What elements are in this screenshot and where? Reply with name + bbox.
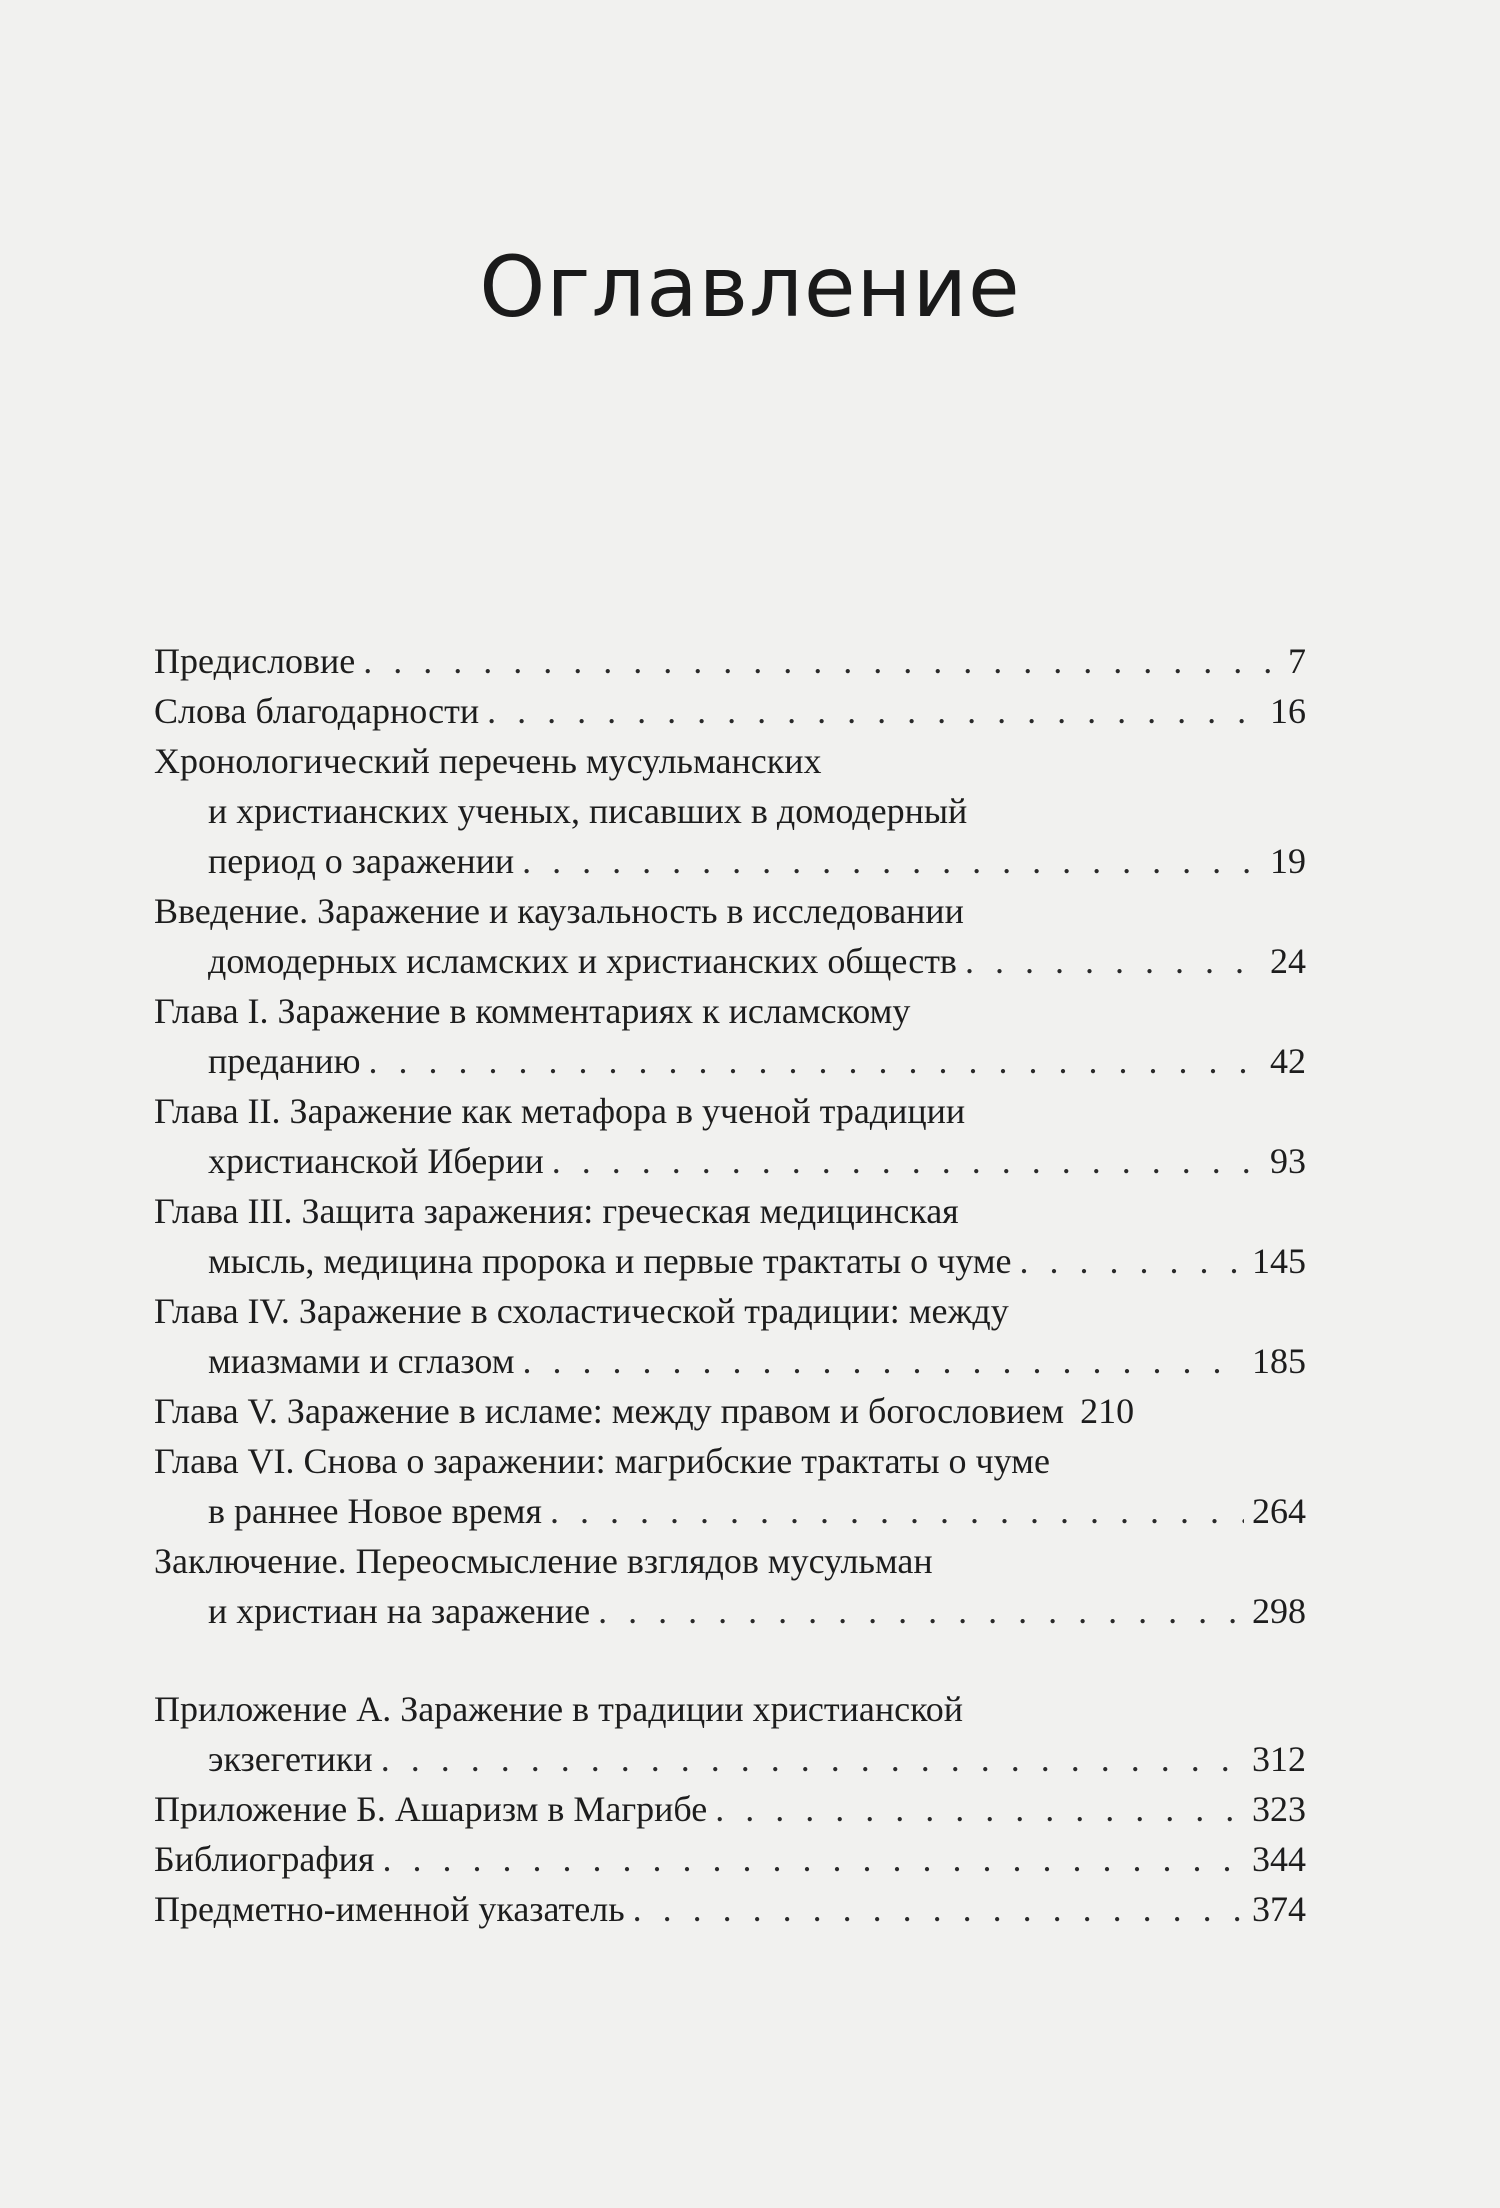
toc-entry [154,636,1306,686]
toc-page-number: 298 [1252,1591,1306,1631]
toc-entry-line [154,1586,1306,1636]
toc-entry-line [154,1336,1306,1386]
toc-page-number: 19 [1270,841,1306,881]
dot-leader [598,1586,1244,1636]
toc-entry-line [154,1286,1306,1336]
toc-entry-line [154,986,1306,1036]
toc-entry-line [154,1086,1306,1136]
toc-entry [154,686,1306,736]
toc-entry-line [154,836,1306,886]
toc-entry [154,736,1306,886]
toc-entry-line [154,1884,1306,1934]
dot-leader [381,1734,1244,1784]
toc-page-number: 344 [1252,1839,1306,1879]
dot-leader [552,1136,1262,1186]
toc-entry-text: Приложение А. Заражение в традиции христианской [154,1689,964,1729]
dot-leader [522,836,1262,886]
toc-entry-text: домодерных исламских и христианских обществ [208,941,957,981]
toc-entry-line [154,1486,1306,1536]
toc-entry [154,1884,1306,1934]
toc-entry-text: и христианских ученых, писавших в домодерный [208,791,968,831]
toc-entry [154,1186,1306,1286]
toc-entry-line [154,1784,1306,1834]
toc-entry-line [154,1136,1306,1186]
toc-entry-line [154,636,1306,686]
toc-entry-line [154,1436,1306,1486]
toc-entry [154,1386,1306,1436]
dot-leader [363,636,1278,686]
dot-leader [369,1036,1263,1086]
toc-page-number: 264 [1252,1491,1306,1531]
toc-entry-line [154,1734,1306,1784]
toc-entry-line [154,1684,1306,1734]
toc-entry-text: Заключение. Переосмысление взглядов мусульман [154,1541,933,1581]
toc-entry-text: Глава II. Заражение как метафора в ученой традиции [154,1091,966,1131]
toc-entry-text: Глава I. Заражение в комментариях к исламскому [154,991,911,1031]
toc-entry-line [154,1536,1306,1586]
toc-entry-text: Введение. Заражение и каузальность в исследовании [154,891,964,931]
toc-entry-text: Глава VI. Снова о заражении: магрибские трактаты о чуме [154,1441,1050,1481]
toc-entry [154,1436,1306,1536]
toc-entry-line [154,1186,1306,1236]
toc-entry-line [154,1386,1306,1436]
toc-entry [154,986,1306,1086]
toc-entry-text: Предметно-именной указатель [154,1889,625,1929]
toc-entry-text: преданию [208,1041,361,1081]
toc-entry [154,1834,1306,1884]
dot-leader [633,1884,1244,1934]
toc-page-number: 374 [1252,1889,1306,1929]
toc-entry-text: Глава III. Защита заражения: греческая медицинская [154,1191,959,1231]
dot-leader [487,686,1262,736]
toc-entry-text: экзегетики [208,1739,373,1779]
toc-entry [154,886,1306,986]
toc-entry-text: христианской Иберии [208,1141,544,1181]
toc-page-number: 24 [1270,941,1306,981]
dot-leader [715,1784,1244,1834]
toc-entry-line [154,686,1306,736]
toc-entry [154,1086,1306,1186]
toc-page-number: 185 [1252,1341,1306,1381]
dot-leader [523,1336,1244,1386]
toc-page-number: 145 [1252,1241,1306,1281]
toc-page-number: 323 [1252,1789,1306,1829]
toc-page-number: 93 [1270,1141,1306,1181]
dot-leader [382,1834,1244,1884]
toc-entry-line [154,936,1306,986]
page-title: Оглавление [479,238,1021,336]
toc-entry-text: период о заражении [208,841,515,881]
toc-page-number: 312 [1252,1739,1306,1779]
toc-entry-text: Глава IV. Заражение в схоластической традиции: между [154,1291,1009,1331]
toc-entry-line [154,786,1306,836]
toc-entry-line [154,1236,1306,1286]
toc-entry [154,1536,1306,1636]
toc-entry [154,1286,1306,1386]
toc-entry [154,1784,1306,1834]
toc-entry-text: и христиан на заражение [208,1591,591,1631]
toc-entry-text: Приложение Б. Ашаризм в Магрибе [154,1789,708,1829]
table-of-contents [154,636,1306,1934]
toc-entry-text: мысль, медицина пророка и первые трактаты о чуме [208,1241,1012,1281]
dot-leader [1020,1236,1244,1286]
toc-entry-text: миазмами и сглазом [208,1341,515,1381]
toc-page-number: 42 [1270,1041,1306,1081]
toc-entry-text: Слова благодарности [154,691,480,731]
toc-entry-line [154,1834,1306,1884]
toc-entry [154,1684,1306,1784]
toc-entry-text: Хронологический перечень мусульманских [154,741,822,781]
toc-entry-text: в раннее Новое время [208,1491,542,1531]
toc-entry-line [154,736,1306,786]
dot-leader [965,936,1262,986]
toc-entry-text: Глава V. Заражение в исламе: между правом и богословием [154,1391,1065,1431]
toc-page-number: 16 [1270,691,1306,731]
toc-entry-text: Библиография [154,1839,375,1879]
toc-entry-text: Предисловие [154,641,356,681]
toc-entry-line [154,1036,1306,1086]
dot-leader [550,1486,1244,1536]
toc-page-number: 210 [1080,1391,1135,1431]
toc-entry-line [154,886,1306,936]
toc-page-number: 7 [1288,641,1306,681]
